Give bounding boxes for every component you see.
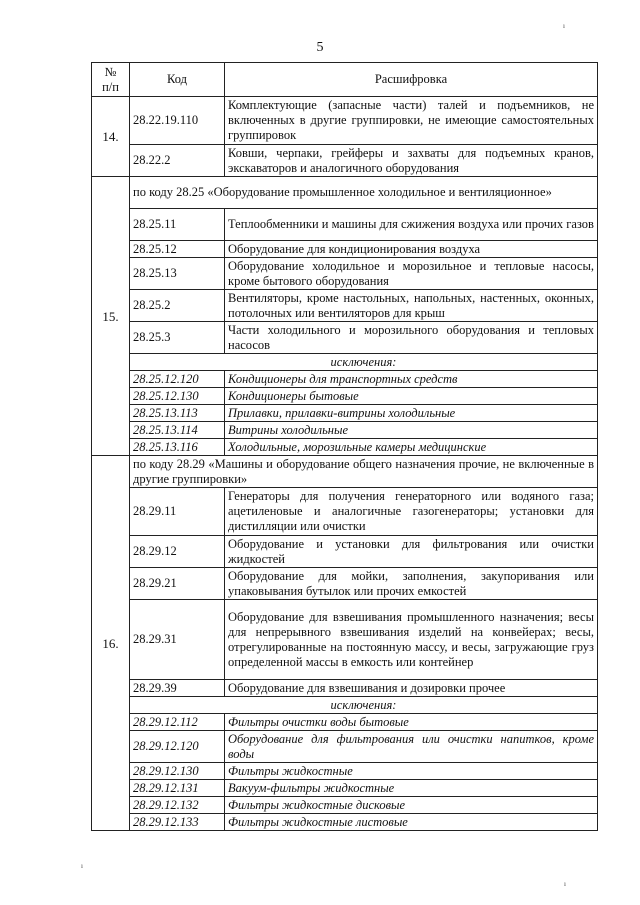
exclusion-code: 28.29.12.132 <box>130 797 225 814</box>
exclusion-code: 28.25.13.114 <box>130 422 225 439</box>
row-code: 28.29.21 <box>130 568 225 600</box>
exclusions-heading-row <box>92 354 598 371</box>
exclusion-description: Оборудование для фильтрования или очистки напитков, кроме воды <box>225 731 598 763</box>
row-description: Оборудование для кондиционирования воздуха <box>225 241 598 258</box>
codes-table <box>91 62 598 831</box>
row-description: Ковши, черпаки, грейферы и захваты для подъемных кранов, экскаваторов и аналогичного оборудования <box>225 145 598 177</box>
row-code: 28.29.12 <box>130 536 225 568</box>
exclusion-code: 28.29.12.120 <box>130 731 225 763</box>
scan-mark: ı <box>563 22 565 30</box>
exclusions-heading: исключения: <box>130 354 598 371</box>
exclusion-description: Кондиционеры для транспортных средств <box>225 371 598 388</box>
row-description: Оборудование для взвешивания и дозировки прочее <box>225 680 598 697</box>
exclusion-code: 28.29.12.131 <box>130 780 225 797</box>
table-row <box>92 97 598 145</box>
row-description: Комплектующие (запасные части) талей и подъемников, не включенных в другие группировки, не имеющие самостоятельных группировок <box>225 97 598 145</box>
table-row <box>92 258 598 290</box>
exclusion-row <box>92 388 598 405</box>
row-description: Оборудование для мойки, заполнения, закупоривания или упаковывания бутылок или прочих емкостей <box>225 568 598 600</box>
exclusion-row <box>92 797 598 814</box>
exclusion-row <box>92 439 598 456</box>
row-description: Оборудование для взвешивания промышленного назначения; весы для непрерывного взвешивания изделий на конвейерах; весы, отрегулированные на постоянную массу, и весы, загружающие груз определенной массы в емкость или контейнер <box>225 600 598 680</box>
row-description: Вентиляторы, кроме настольных, напольных, настенных, оконных, потолочных или вентиляторов для крыш <box>225 290 598 322</box>
exclusion-code: 28.25.12.120 <box>130 371 225 388</box>
table-row <box>92 241 598 258</box>
group-title: по коду 28.25 «Оборудование промышленное холодильное и вентиляционное» <box>130 177 598 209</box>
exclusion-description: Фильтры жидкостные дисковые <box>225 797 598 814</box>
exclusion-description: Фильтры жидкостные <box>225 763 598 780</box>
row-code: 28.25.3 <box>130 322 225 354</box>
exclusion-description: Витрины холодильные <box>225 422 598 439</box>
group-number: 16. <box>92 456 130 831</box>
exclusion-row <box>92 405 598 422</box>
exclusion-description: Кондиционеры бытовые <box>225 388 598 405</box>
page-number: 5 <box>316 40 324 55</box>
table-row <box>92 680 598 697</box>
scan-mark: ı <box>564 880 566 888</box>
exclusion-row <box>92 731 598 763</box>
exclusion-code: 28.25.13.113 <box>130 405 225 422</box>
exclusion-description: Вакуум-фильтры жидкостные <box>225 780 598 797</box>
exclusions-heading-row <box>92 697 598 714</box>
exclusion-description: Фильтры очистки воды бытовые <box>225 714 598 731</box>
exclusion-code: 28.29.12.112 <box>130 714 225 731</box>
table-row <box>92 322 598 354</box>
exclusion-row <box>92 814 598 831</box>
table-header-row <box>92 63 598 97</box>
row-code: 28.29.39 <box>130 680 225 697</box>
row-description: Оборудование холодильное и морозильное и тепловые насосы, кроме бытового оборудования <box>225 258 598 290</box>
group-number: 15. <box>92 177 130 456</box>
row-code: 28.25.11 <box>130 209 225 241</box>
exclusion-code: 28.29.12.130 <box>130 763 225 780</box>
group-title-row <box>92 177 598 209</box>
group-title: по коду 28.29 «Машины и оборудование общего назначения прочие, не включенные в другие группировки» <box>130 456 598 488</box>
exclusion-description: Прилавки, прилавки-витрины холодильные <box>225 405 598 422</box>
group-title-row <box>92 456 598 488</box>
exclusions-heading: исключения: <box>130 697 598 714</box>
header-description: Расшифровка <box>225 63 598 97</box>
row-description: Части холодильного и морозильного оборудования и тепловых насосов <box>225 322 598 354</box>
exclusion-description: Холодильные, морозильные камеры медицинские <box>225 439 598 456</box>
exclusion-code: 28.29.12.133 <box>130 814 225 831</box>
row-code: 28.25.12 <box>130 241 225 258</box>
scan-mark: ı <box>81 862 83 870</box>
exclusion-row <box>92 422 598 439</box>
table-row <box>92 536 598 568</box>
exclusion-row <box>92 763 598 780</box>
exclusion-row <box>92 371 598 388</box>
table-row <box>92 145 598 177</box>
header-number: № п/п <box>92 63 130 97</box>
row-description: Теплообменники и машины для сжижения воздуха или прочих газов <box>225 209 598 241</box>
row-code: 28.25.2 <box>130 290 225 322</box>
table-row <box>92 568 598 600</box>
row-description: Генераторы для получения генераторного или водяного газа; ацетиленовые и аналогичные газогенераторы; установки для дистилляции или очистки <box>225 488 598 536</box>
row-code: 28.29.31 <box>130 600 225 680</box>
exclusion-description: Фильтры жидкостные листовые <box>225 814 598 831</box>
exclusion-row <box>92 714 598 731</box>
row-code: 28.25.13 <box>130 258 225 290</box>
table-row <box>92 209 598 241</box>
row-code: 28.22.19.110 <box>130 97 225 145</box>
row-code: 28.22.2 <box>130 145 225 177</box>
table-row <box>92 290 598 322</box>
table-row <box>92 600 598 680</box>
row-code: 28.29.11 <box>130 488 225 536</box>
exclusion-code: 28.25.13.116 <box>130 439 225 456</box>
exclusion-row <box>92 780 598 797</box>
row-description: Оборудование и установки для фильтрования или очистки жидкостей <box>225 536 598 568</box>
header-code: Код <box>130 63 225 97</box>
exclusion-code: 28.25.12.130 <box>130 388 225 405</box>
table-row <box>92 488 598 536</box>
group-number: 14. <box>92 97 130 177</box>
